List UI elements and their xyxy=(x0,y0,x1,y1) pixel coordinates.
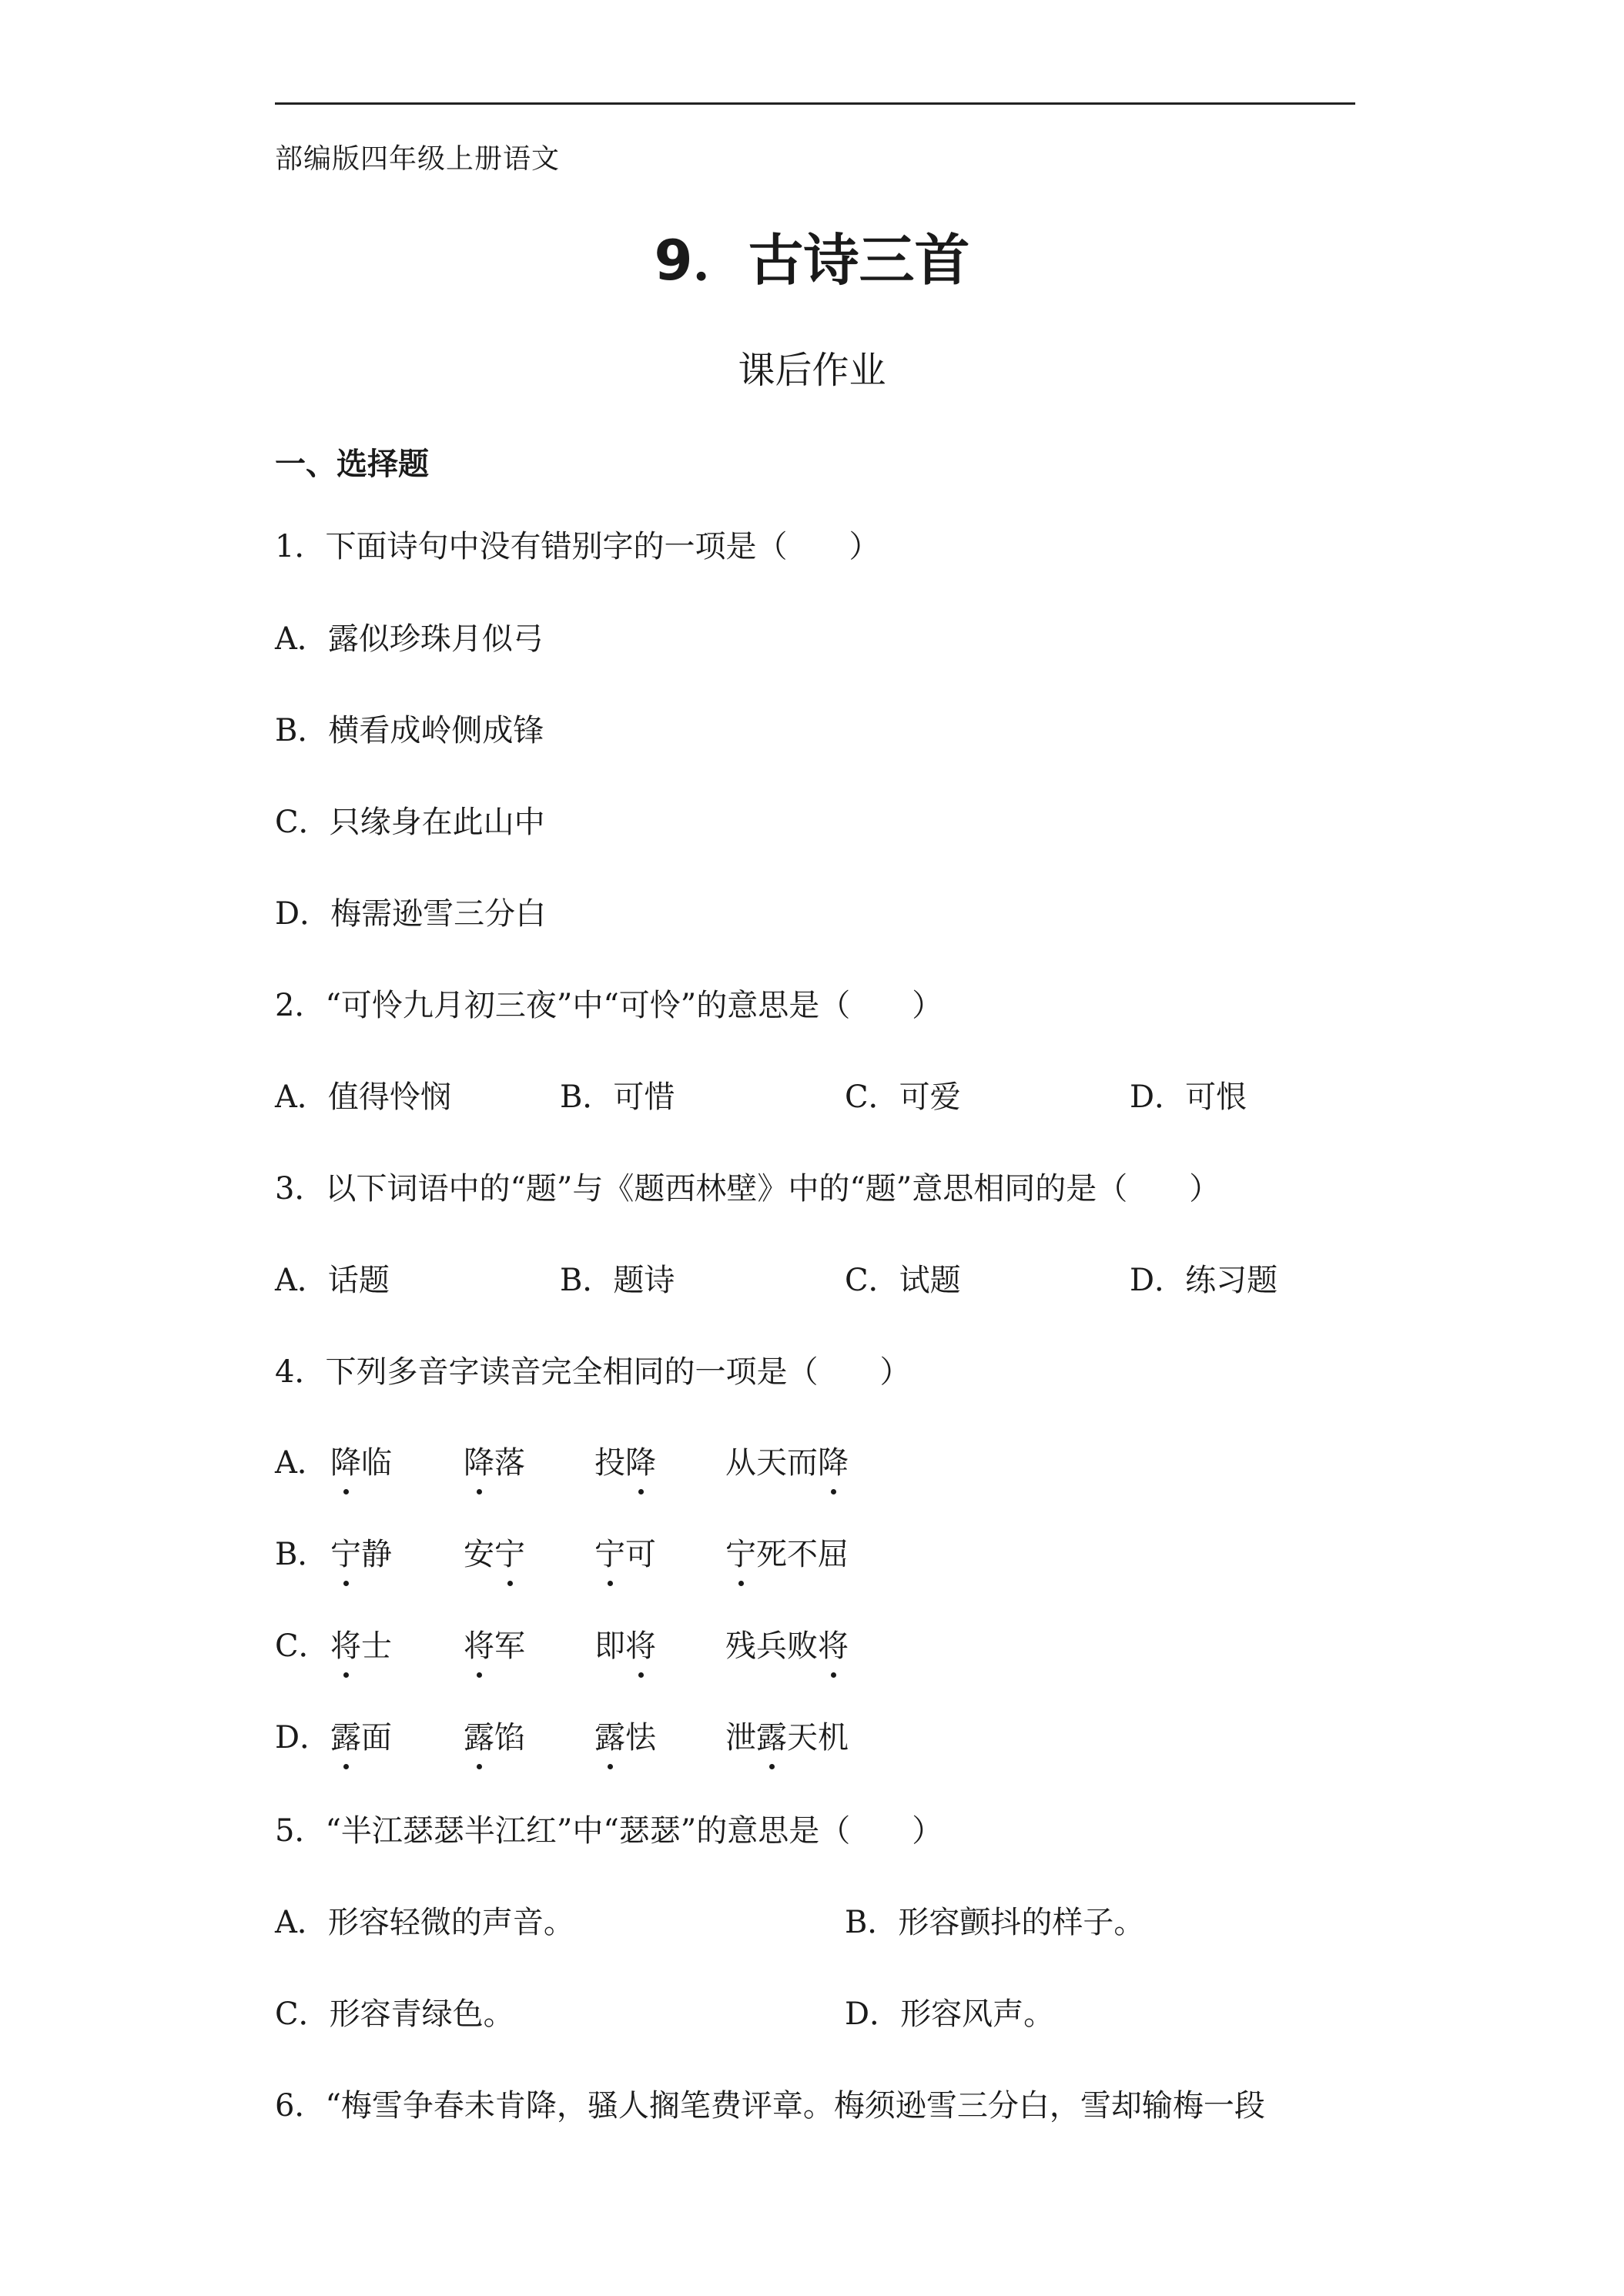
question-5-stem: 5．“半江瑟瑟半江红”中“瑟瑟”的意思是（ ） xyxy=(275,1813,943,1849)
emphasis-char: 宁 xyxy=(494,1530,525,1574)
question-3-option-a[interactable]: A．话题 xyxy=(275,1263,390,1298)
word-3: 即将 xyxy=(594,1622,656,1665)
question-2-option-b[interactable]: B．可惜 xyxy=(560,1079,675,1115)
word-2: 将军 xyxy=(464,1622,525,1665)
word-1: 降临 xyxy=(330,1438,392,1482)
question-5-option-b[interactable]: B．形容颤抖的样子。 xyxy=(845,1905,1145,1940)
word-1: 将士 xyxy=(330,1622,392,1665)
emphasis-char: 降 xyxy=(464,1438,494,1482)
option-prefix: B． xyxy=(275,1537,329,1572)
emphasis-char: 宁 xyxy=(330,1530,361,1574)
lesson-subtitle: 课后作业 xyxy=(738,349,886,392)
emphasis-char: 露 xyxy=(330,1713,361,1757)
lesson-title: 9．古诗三首 xyxy=(654,228,970,293)
question-1-option-d[interactable]: D．梅需逊雪三分白 xyxy=(275,896,547,932)
word-4: 宁死不屈 xyxy=(725,1530,849,1574)
emphasis-char: 降 xyxy=(625,1438,656,1482)
question-5-option-c[interactable]: C．形容青绿色。 xyxy=(275,1996,514,2032)
word-1: 宁静 xyxy=(330,1530,392,1574)
question-3-option-c[interactable]: C．试题 xyxy=(845,1263,961,1298)
option-prefix: C． xyxy=(275,1628,330,1664)
word-1: 露面 xyxy=(330,1713,392,1757)
section-heading: 一、选择题 xyxy=(275,447,429,482)
question-3-option-b[interactable]: B．题诗 xyxy=(560,1263,675,1298)
option-prefix: A． xyxy=(275,1445,328,1481)
emphasis-char: 降 xyxy=(818,1438,849,1482)
emphasis-char: 露 xyxy=(594,1713,625,1757)
word-3: 投降 xyxy=(594,1438,656,1482)
question-5-option-d[interactable]: D．形容风声。 xyxy=(845,1996,1055,2032)
emphasis-char: 露 xyxy=(464,1713,494,1757)
emphasis-char: 宁 xyxy=(725,1530,756,1574)
question-6-stem: 6．“梅雪争春未肯降，骚人搁笔费评章。梅须逊雪三分白，雪却输梅一段 xyxy=(275,2088,1265,2124)
emphasis-char: 降 xyxy=(330,1438,361,1482)
word-2: 露馅 xyxy=(464,1713,525,1757)
word-2: 降落 xyxy=(464,1438,525,1482)
word-4: 残兵败将 xyxy=(725,1622,849,1665)
question-3-option-d[interactable]: D．练习题 xyxy=(1130,1263,1278,1298)
question-1-option-b[interactable]: B．横看成岭侧成锋 xyxy=(275,713,544,748)
header-rule xyxy=(275,102,1355,105)
question-2-option-a[interactable]: A．值得怜悯 xyxy=(275,1079,451,1115)
word-4: 从天而降 xyxy=(725,1438,849,1482)
emphasis-char: 将 xyxy=(625,1622,656,1665)
question-1-stem: 1．下面诗句中没有错别字的一项是（ ） xyxy=(275,529,880,564)
question-2-option-c[interactable]: C．可爱 xyxy=(845,1079,961,1115)
question-2-stem: 2．“可怜九月初三夜”中“可怜”的意思是（ ） xyxy=(275,988,943,1023)
emphasis-char: 露 xyxy=(756,1713,787,1757)
question-3-stem: 3．以下词语中的“题”与《题西林壁》中的“题”意思相同的是（ ） xyxy=(275,1171,1221,1207)
word-3: 露怯 xyxy=(594,1713,656,1757)
question-4-stem: 4．下列多音字读音完全相同的一项是（ ） xyxy=(275,1354,911,1390)
emphasis-char: 将 xyxy=(330,1622,361,1665)
option-prefix: D． xyxy=(275,1720,331,1755)
question-1-option-a[interactable]: A．露似珍珠月似弓 xyxy=(275,621,544,657)
word-2: 安宁 xyxy=(464,1530,525,1574)
word-4: 泄露天机 xyxy=(725,1713,849,1757)
emphasis-char: 将 xyxy=(818,1622,849,1665)
word-3: 宁可 xyxy=(594,1530,656,1574)
question-2-option-d[interactable]: D．可恨 xyxy=(1130,1079,1247,1115)
question-5-option-a[interactable]: A．形容轻微的声音。 xyxy=(275,1905,574,1940)
header-label: 部编版四年级上册语文 xyxy=(275,143,561,175)
emphasis-char: 将 xyxy=(464,1622,494,1665)
question-1-option-c[interactable]: C．只缘身在此山中 xyxy=(275,805,545,840)
emphasis-char: 宁 xyxy=(594,1530,625,1574)
